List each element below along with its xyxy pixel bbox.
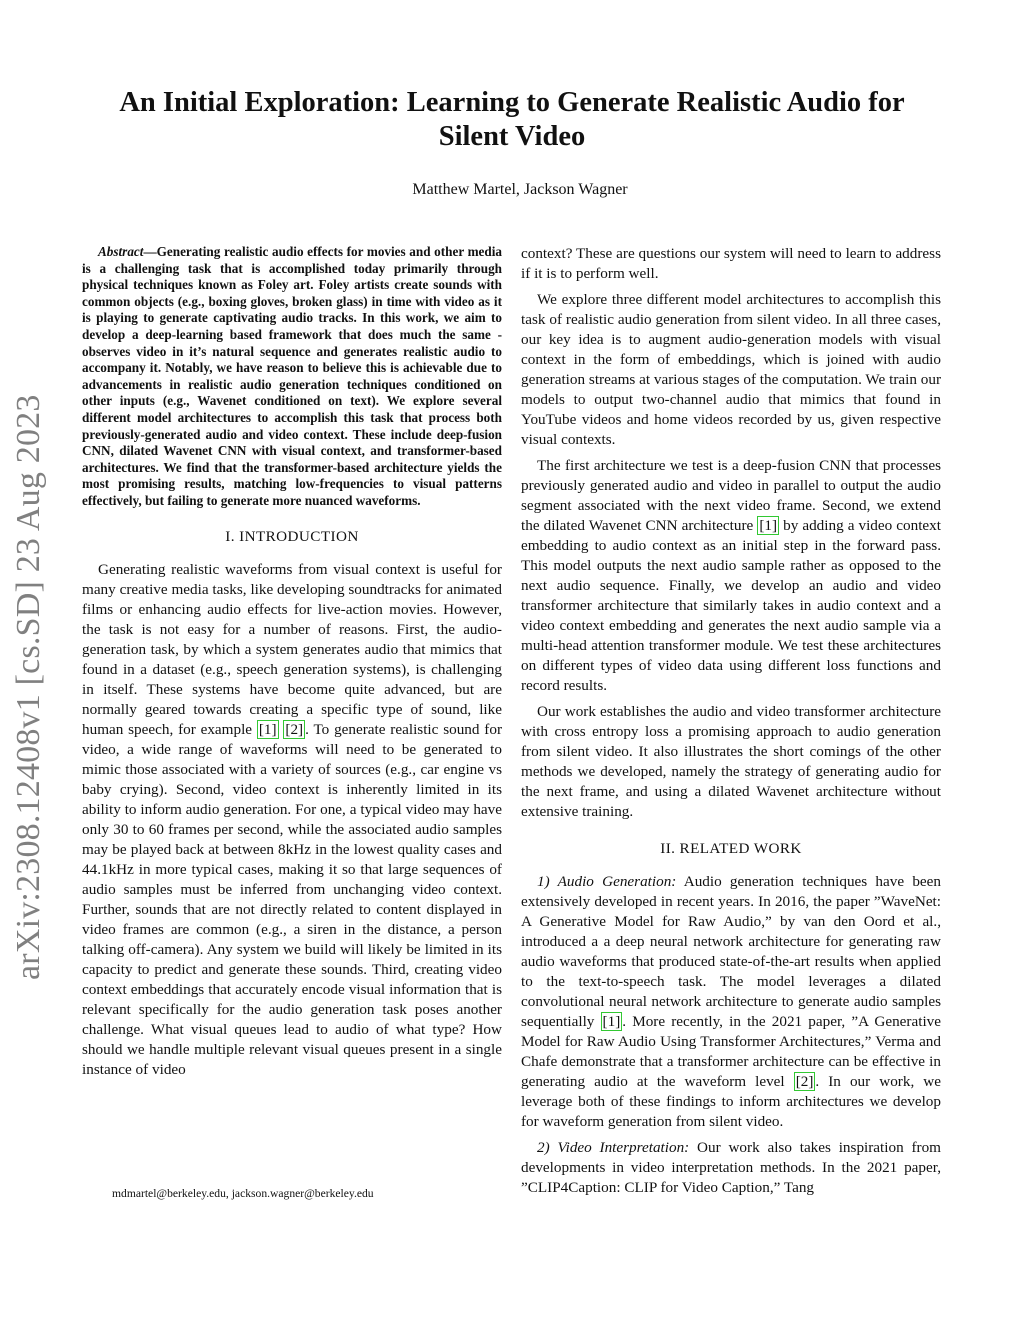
intro-paragraph-4: Our work establishes the audio and video transformer architecture with cross entropy loss a promising approach to audio generation from silent video. It also illustrates the short comings of the other methods we developed, namely the strategy of generating audio for the next frame, and using a dilated Wavenet architecture without extensive training.: [521, 703, 941, 820]
subsection-label: 2) Video Interpretation:: [537, 1139, 690, 1156]
related-audio-generation-paragraph: [521, 872, 941, 1132]
related-s2-text-a: Our work also takes inspiration from developments in video interpretation methods. In the 2021 paper, ”CLIP4Caption: CLIP for Video Caption,” Tang: [521, 1139, 941, 1196]
paper-title: An Initial Exploration: Learning to Generate Realistic Audio for Silent Video: [119, 87, 905, 152]
intro-heading: I. INTRODUCTION: [225, 527, 359, 545]
intro-p3-text-b: by adding a video context embedding to audio context as an initial step in the forward pass. This model outputs the next audio sample rather as opposed to the next audio sequence. Finally, we develop an audio and video transformer architecture that similarly takes in audio context and a video context embedding and generates the next audio sample via a multi-head attention transformer module. We test these architectures on different types of video data using different loss functions and record results.: [521, 517, 941, 694]
citation-link[interactable]: [2]: [285, 720, 304, 738]
related-video-interpretation-paragraph: [521, 1138, 941, 1198]
intro-paragraph-3: [521, 456, 941, 696]
citation-link[interactable]: [1]: [602, 1013, 621, 1030]
intro-paragraph-1: [82, 560, 502, 1080]
subsection-label: 1) Audio Generation:: [537, 873, 677, 890]
intro-p1-text-b: . To generate realistic sound for video, a wide range of waveforms will need to be generated to mimic those associated with a variety of sources (e.g., car engine vs baby crying). Second, video context is inherently limited in its ability to inform audio generation. For one, a typical video may have only 30 to 60 frames per second, while the associated audio samples may be played back at between 8kHz in the lowest quality cases and 44.1kHz in more typical cases, making it so that large sequences of audio samples must be inferred from unchanging video context. Further, sounds that are not directly related to content displayed in video frames are common (e.g., a siren in the distance, a person talking off-camera). Any system we build will likely be limited in its capacity to predict and generate these sounds. Third, creating video context embeddings that accurately encode visual information that is relevant specifically for the audio generation task poses another challenge. What visual queues lead to audio of what type? How should we handle multiple relevant visual queues present in a single instance of video: [82, 720, 502, 1078]
author-emails-footnote: mdmartel@berkeley.edu, jackson.wagner@berkeley.edu: [112, 1187, 374, 1200]
intro-paragraph-2: We explore three different model architectures to accomplish this task of realistic audio generation from silent video. In all three cases, our key idea is to augment audio-generation models with visual context in the form of embeddings, which is joined with audio generation streams at various stages of the computation. We train our models to output two-channel audio that mimics that found in YouTube videos and home videos recorded by us, given respective visual contexts.: [521, 291, 941, 448]
abstract-label: Abstract: [98, 244, 144, 259]
citation-link[interactable]: [1]: [258, 720, 277, 738]
abstract-text: —Generating realistic audio effects for movies and other media is a challenging task that is accomplished today primarily through physical techniques known as Foley art. Foley artists create sounds with common objects (e.g., boxing gloves, broken glass) in time with video as it is playing to generate captivating audio tracks. In this work, we aim to develop a deep-learning based framework that does much the same - observes video in it’s natural sequence and generates realistic audio to accompany it. Notably, we have reason to believe this is achievable due to advancements in realistic audio generation techniques conditioned on other inputs (e.g., Wavenet conditioned on text). We explore several different model architectures to accomplish this task that process both previously-generated audio and video context. These include deep-fusion CNN, dilated Wavenet CNN with visual context, and transformer-based architectures. We find that the transformer-based architecture yields the most promising results, matching low-frequencies to visual patterns effectively, but failing to generate more nuanced waveforms.: [82, 244, 502, 508]
arxiv-side-identifier: arXiv:2308.12408v1 [cs.SD] 23 Aug 2023: [10, 394, 47, 980]
paper-authors: Matthew Martel, Jackson Wagner: [412, 181, 628, 198]
citation-link[interactable]: [2]: [795, 1073, 814, 1090]
related-work-heading: II. RELATED WORK: [660, 840, 802, 857]
citation-link[interactable]: [1]: [759, 517, 778, 534]
intro-p3-text-a: The first architecture we test is a deep-fusion CNN that processes previously generated audio and video in parallel to output the audio segment associated with the next video frame. Second, we extend the dilated Wavenet CNN architecture: [521, 457, 941, 534]
intro-p1-text-a: Generating realistic waveforms from visual context is useful for many creative media tasks, like developing soundtracks for animated films or enhancing audio effects for live-action movies. However, the task is not easy for a number of reasons. First, the audio-generation task, by which a system generates audio that mimics that found in a dataset (e.g., speech generation systems), is challenging in itself. These systems have become quite advanced, but are normally geared towards creating a specific type of sound, like human speech, for example: [82, 560, 502, 738]
related-s1-text-a: Audio generation techniques have been extensively developed in recent years. In 2016, the paper ”WaveNet: A Generative Model for Raw Audio,” by van den Oord et al., introduced a a deep neural network architecture for generating raw audio waveforms that produced state-of-the-art results when applied to the text-to-speech task. The model leverages a dilated convolutional neural network architecture to generate audio samples sequentially: [521, 873, 941, 1030]
intro-paragraph-1-continued: context? These are questions our system will need to learn to address if it is to perform well.: [521, 245, 941, 282]
related-s1-text-b: . More recently, in the 2021 paper, ”A Generative Model for Raw Audio Using Transformer Architectures,” Verma and Chafe demonstrate that a transformer architecture can be effective in generating audio at the waveform level: [521, 1013, 942, 1090]
related-s1-text-c: . In our work, we leverage both of these findings to inform architectures we develop for waveform generation from silent video.: [521, 1073, 941, 1130]
right-column: [521, 244, 941, 1204]
left-column: [82, 244, 502, 1086]
abstract: [82, 244, 502, 510]
